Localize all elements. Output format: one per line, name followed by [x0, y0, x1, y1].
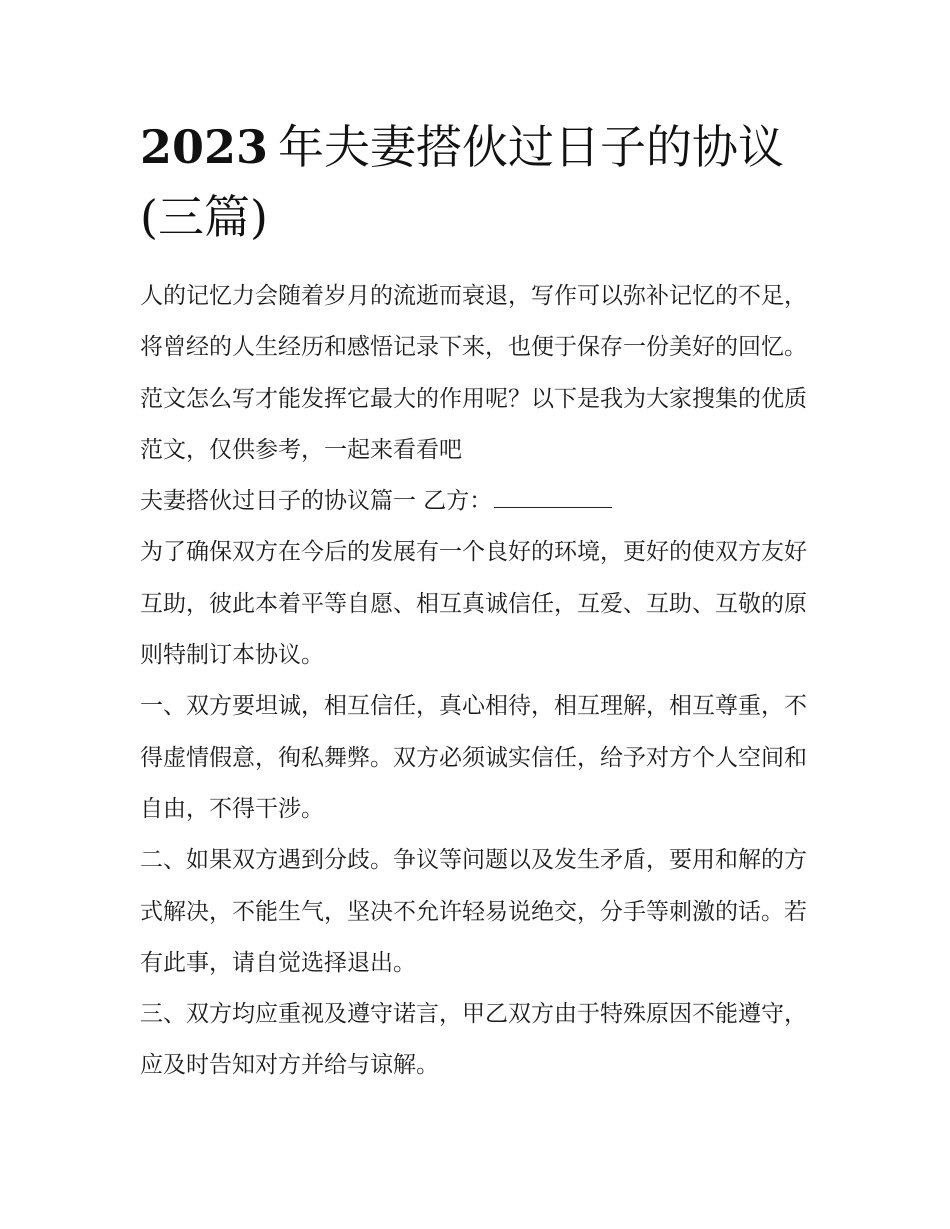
purpose-paragraph: 为了确保双方在今后的发展有一个良好的环境，更好的使双方友好互助，彼此本着平等自愿、相互真诚信任，互爱、互助、互敬的原则特制订本协议。: [140, 539, 807, 669]
section-heading: 夫妻搭伙过日子的协议篇一 乙方：: [140, 488, 493, 515]
clause-three: 三、双方均应重视及遵守诺言，甲乙双方由于特殊原因不能遵守，应及时告知对方并给与谅解。: [140, 1001, 807, 1079]
title-year: 2023: [140, 120, 269, 174]
section-heading-line: [140, 476, 820, 527]
document-title: [140, 112, 830, 252]
clause-two: 二、如果双方遇到分歧。争议等问题以及发生矛盾，要用和解的方式解决，不能生气，坚决不允许轻易说绝交，分手等刺激的话。若有此事，请自觉选择退出。: [140, 847, 807, 976]
document-body: [140, 271, 820, 1092]
clause-one: 一、双方要坦诚，相互信任，真心相待，相互理解，相互尊重，不得虚情假意，徇私舞弊。双方必须诚实信任，给予对方个人空间和自由，不得干涉。: [140, 693, 807, 822]
intro-paragraph: 人的记忆力会随着岁月的流逝而衰退，写作可以弥补记忆的不足，将曾经的人生经历和感悟记录下来，也便于保存一份美好的回忆。范文怎么写才能发挥它最大的作用呢？以下是我为大家搜集的优质范文，仅供参考，一起来看看吧: [140, 283, 807, 463]
title-text: 年夫妻搭伙过日子的协议(三篇): [140, 120, 785, 244]
party-b-blank: [494, 487, 612, 508]
